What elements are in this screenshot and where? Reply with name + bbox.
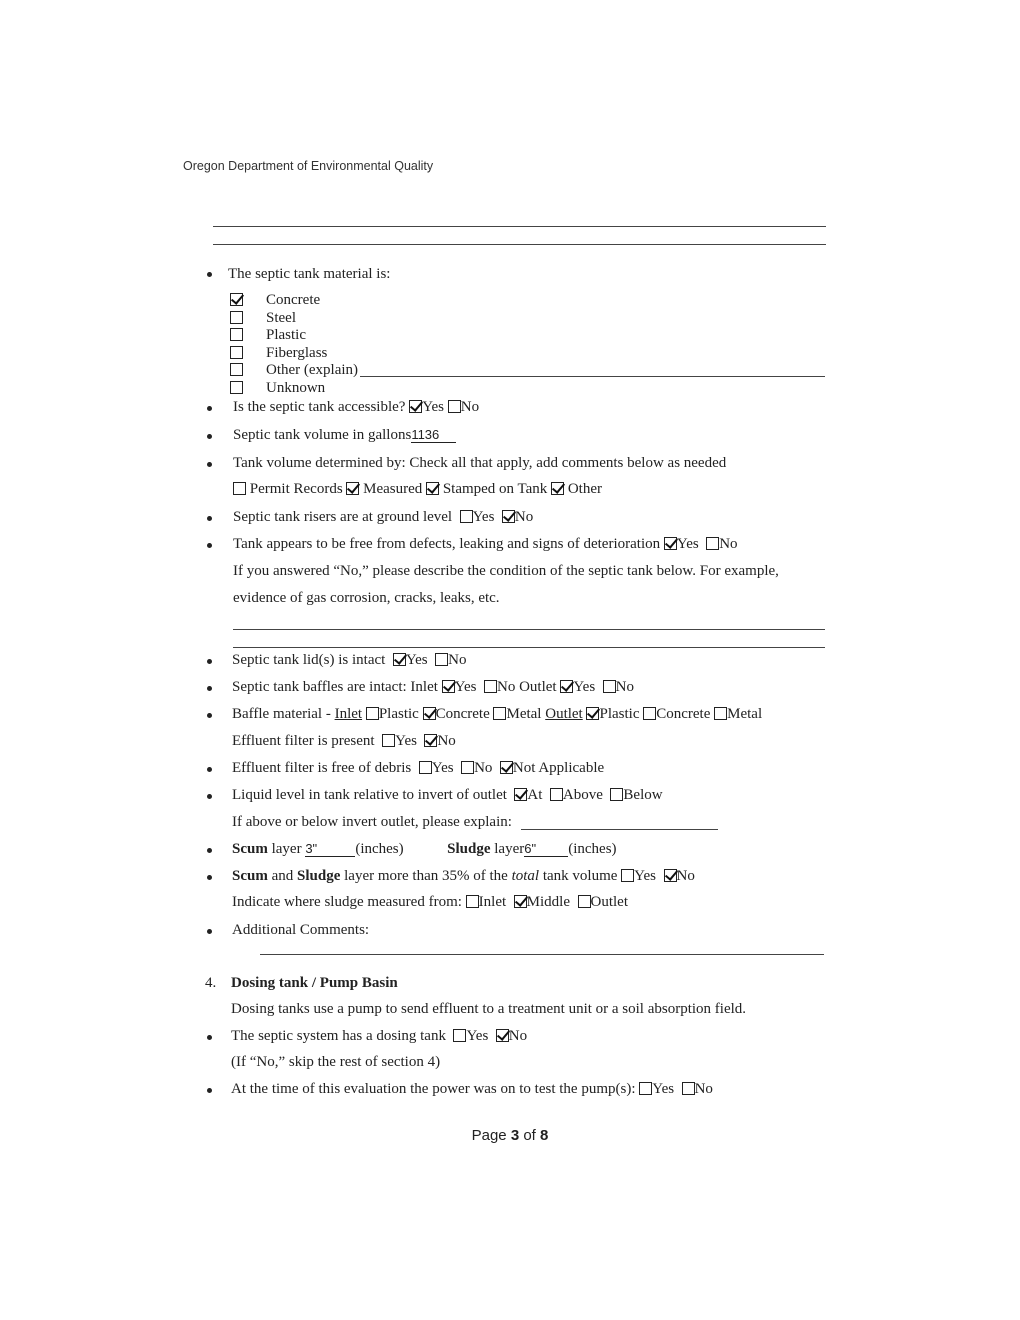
power-no-checkbox[interactable] [682, 1082, 695, 1095]
accessible-no-checkbox[interactable] [448, 400, 461, 413]
outlet-baffle-yes-checkbox[interactable] [560, 680, 573, 693]
comments-line[interactable] [260, 954, 824, 955]
blank-line [213, 244, 826, 245]
determined-options: Permit Records Measured Stamped on Tank Other [233, 480, 602, 498]
accessible-yes-checkbox[interactable] [409, 400, 422, 413]
risers-yes-checkbox[interactable] [460, 510, 473, 523]
outlet-baffle-no-checkbox[interactable] [603, 680, 616, 693]
section-4-skip-note: (If “No,” skip the rest of section 4) [231, 1054, 441, 1070]
bullet [207, 767, 212, 772]
additional-comments-label: Additional Comments: [232, 922, 370, 938]
sludge-middle-checkbox[interactable] [514, 895, 527, 908]
percent-row: Scum and Sludge layer more than 35% of the total tank volume Yes No [232, 868, 695, 884]
page-header: Oregon Department of Environmental Quality [183, 159, 434, 173]
sludge-outlet-checkbox[interactable] [578, 895, 591, 908]
risers-row: Septic tank risers are at ground level Yes No [233, 509, 534, 525]
effluent-row: Effluent filter is present Yes No [232, 733, 456, 749]
stamped-checkbox[interactable] [426, 482, 439, 495]
dosing-tank-row: The septic system has a dosing tank Yes No [231, 1028, 528, 1044]
volume-field[interactable]: 1136 [411, 428, 456, 443]
liquid-explain: If above or below invert outlet, please explain: [232, 814, 512, 830]
inlet-concrete-checkbox[interactable] [423, 707, 436, 720]
other-explain-line[interactable] [360, 376, 825, 377]
bullet [207, 543, 212, 548]
measured-checkbox[interactable] [346, 482, 359, 495]
section-4-title: Dosing tank / Pump Basin [231, 975, 398, 991]
liquid-explain-line[interactable] [521, 829, 718, 830]
bullet [207, 659, 212, 664]
other-checkbox[interactable] [230, 363, 243, 376]
lids-yes-checkbox[interactable] [393, 653, 406, 666]
layers-row: Scum layer 3" (inches) Sludge layer6" (inches) [232, 841, 617, 857]
sludge-field[interactable]: 6" [524, 842, 568, 857]
bullet [207, 848, 212, 853]
baffles-row: Septic tank baffles are intact: Inlet Yes No Outlet Yes No [232, 679, 634, 695]
defects-row: Tank appears to be free from defects, leaking and signs of deterioration Yes No [233, 536, 738, 552]
outlet-metal-checkbox[interactable] [714, 707, 727, 720]
section-4-description: Dosing tanks use a pump to send effluent to a treatment unit or a soil absorption field. [231, 1001, 747, 1017]
steel-checkbox[interactable] [230, 311, 243, 324]
permit-records-checkbox[interactable] [233, 482, 246, 495]
bullet [207, 875, 212, 880]
material-question: The septic tank material is: [228, 266, 391, 282]
percent-no-checkbox[interactable] [664, 869, 677, 882]
inlet-metal-checkbox[interactable] [493, 707, 506, 720]
liquid-at-checkbox[interactable] [514, 788, 527, 801]
sludge-inlet-checkbox[interactable] [466, 895, 479, 908]
volume-row: Septic tank volume in gallons1136 [233, 426, 456, 444]
effluent-yes-checkbox[interactable] [382, 734, 395, 747]
power-row: At the time of this evaluation the power was on to test the pump(s): Yes No [231, 1081, 713, 1097]
plastic-checkbox[interactable] [230, 328, 243, 341]
defects-note-2: evidence of gas corrosion, cracks, leaks, etc. [233, 590, 500, 606]
outlet-plastic-checkbox[interactable] [586, 707, 599, 720]
lids-row: Septic tank lid(s) is intact Yes No [232, 652, 467, 668]
effluent-no-checkbox[interactable] [424, 734, 437, 747]
defects-answer-line[interactable] [233, 647, 825, 648]
page-number: Page 3 of 8 [471, 1127, 549, 1144]
defects-no-checkbox[interactable] [706, 537, 719, 550]
risers-no-checkbox[interactable] [502, 510, 515, 523]
bullet [207, 1088, 212, 1093]
bullet [207, 516, 212, 521]
determined-question: Tank volume determined by: Check all that apply, add comments below as needed [233, 455, 727, 471]
other-method-checkbox[interactable] [551, 482, 564, 495]
bullet [207, 1035, 212, 1040]
liquid-row: Liquid level in tank relative to invert of outlet At Above Below [232, 787, 663, 803]
debris-row: Effluent filter is free of debris Yes No Not Applicable [232, 760, 605, 776]
bullet [207, 929, 212, 934]
bullet [207, 794, 212, 799]
concrete-checkbox[interactable] [230, 293, 243, 306]
power-yes-checkbox[interactable] [639, 1082, 652, 1095]
lids-no-checkbox[interactable] [435, 653, 448, 666]
fiberglass-checkbox[interactable] [230, 346, 243, 359]
percent-yes-checkbox[interactable] [621, 869, 634, 882]
inlet-baffle-yes-checkbox[interactable] [442, 680, 455, 693]
scum-field[interactable]: 3" [305, 842, 355, 857]
outlet-concrete-checkbox[interactable] [643, 707, 656, 720]
baffle-material-row: Baffle material - Inlet Plastic Concrete Metal Outlet Plastic Concrete Metal [232, 706, 763, 722]
bullet [207, 272, 212, 277]
blank-line [213, 226, 826, 227]
defects-answer-line[interactable] [233, 629, 825, 630]
inlet-baffle-no-checkbox[interactable] [484, 680, 497, 693]
bullet [207, 462, 212, 467]
debris-na-checkbox[interactable] [500, 761, 513, 774]
liquid-above-checkbox[interactable] [550, 788, 563, 801]
inlet-plastic-checkbox[interactable] [366, 707, 379, 720]
accessible-row: Is the septic tank accessible? Yes No [233, 399, 480, 415]
liquid-below-checkbox[interactable] [610, 788, 623, 801]
defects-note-1: If you answered “No,” please describe the condition of the septic tank below. For example, [233, 563, 779, 579]
unknown-checkbox[interactable] [230, 381, 243, 394]
bullet [207, 406, 212, 411]
bullet [207, 686, 212, 691]
bullet [207, 434, 212, 439]
defects-yes-checkbox[interactable] [664, 537, 677, 550]
debris-yes-checkbox[interactable] [419, 761, 432, 774]
dosing-yes-checkbox[interactable] [453, 1029, 466, 1042]
debris-no-checkbox[interactable] [461, 761, 474, 774]
dosing-no-checkbox[interactable] [496, 1029, 509, 1042]
section-4-number: 4. [205, 975, 217, 991]
bullet [207, 713, 212, 718]
sludge-location-row: Indicate where sludge measured from: Inlet Middle Outlet [232, 894, 629, 910]
